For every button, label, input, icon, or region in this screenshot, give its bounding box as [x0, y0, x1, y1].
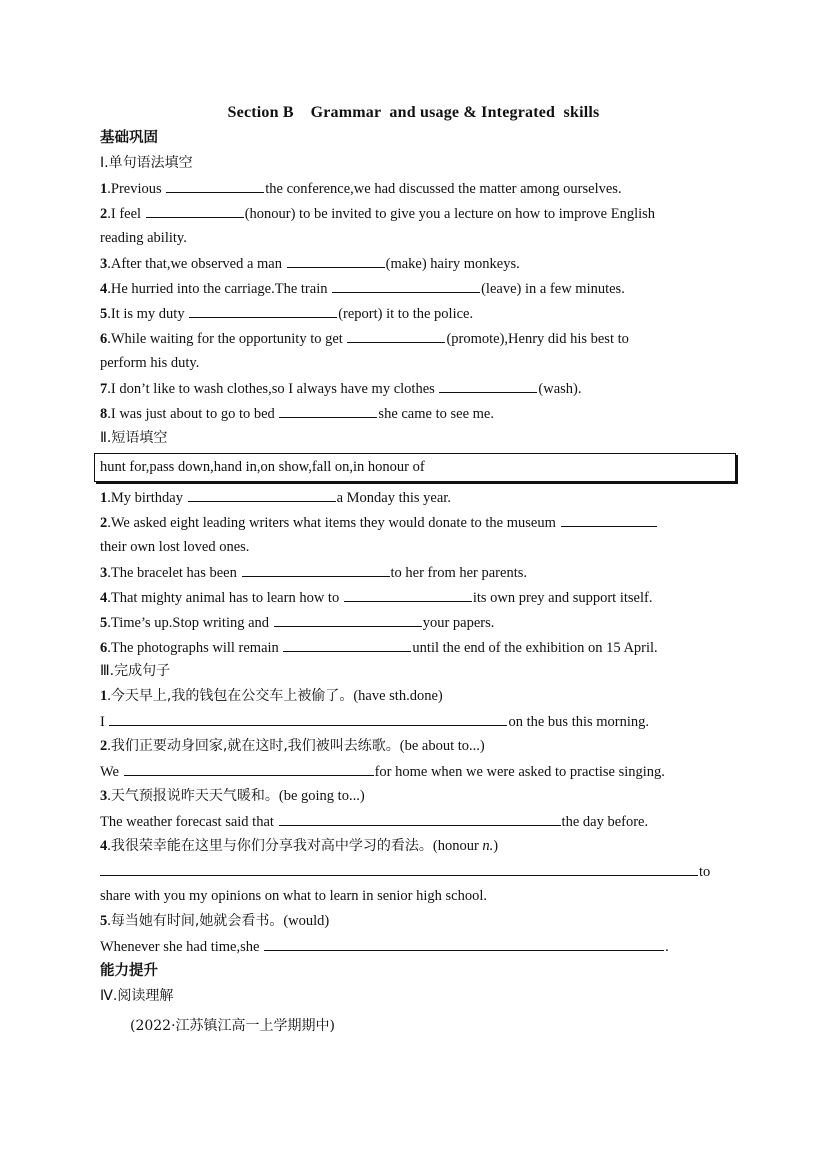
s3-q5-answer: Whenever she had time,she .: [100, 939, 669, 955]
answer-blank[interactable]: [287, 254, 385, 268]
s3-q1-answer: I on the bus this morning.: [100, 714, 650, 730]
s2-q6: 6.The photographs will remain until the end of the exhibition on 15 April.: [100, 640, 658, 656]
answer-blank[interactable]: [332, 279, 480, 293]
s2-q5: 5.Time’s up.Stop writing and your papers.: [100, 615, 495, 631]
s1-q1: 1.Previous the conference,we had discussed the matter among ourselves.: [100, 181, 622, 197]
s3-q1-prompt: 1.今天早上,我的钱包在公交车上被偷了。(have sth.done): [100, 688, 443, 704]
s1-q2-cont: reading ability.: [100, 230, 187, 246]
s1-q4: 4.He hurried into the carriage.The train (leave) in a few minutes.: [100, 281, 625, 297]
answer-blank[interactable]: [279, 812, 561, 826]
s1-q2: 2.I feel (honour) to be invited to give you a lecture on how to improve English: [100, 206, 656, 222]
s3-q2-prompt: 2.我们正要动身回家,就在这时,我们被叫去练歌。(be about to...): [100, 738, 485, 754]
answer-blank[interactable]: [109, 712, 507, 726]
section-1-title: Ⅰ.单句语法填空: [100, 155, 193, 171]
s1-q6: 6.While waiting for the opportunity to get (promote),Henry did his best to: [100, 331, 629, 347]
section-4-title: Ⅳ.阅读理解: [100, 988, 174, 1004]
s2-q2-cont: their own lost loved ones.: [100, 539, 250, 555]
s1-q7: 7.I don’t like to wash clothes,so I always have my clothes (wash).: [100, 381, 582, 397]
section-3-title: Ⅲ.完成句子: [100, 663, 171, 679]
answer-blank[interactable]: [264, 937, 664, 951]
s2-q3: 3.The bracelet has been to her from her parents.: [100, 565, 527, 581]
s1-q3: 3.After that,we observed a man (make) hairy monkeys.: [100, 256, 520, 272]
s3-q3-prompt: 3.天气预报说昨天天气暖和。(be going to...): [100, 788, 365, 804]
answer-blank[interactable]: [124, 762, 374, 776]
answer-blank[interactable]: [279, 404, 377, 418]
s3-q3-answer: The weather forecast said that the day before.: [100, 814, 649, 830]
answer-blank[interactable]: [189, 304, 337, 318]
s3-q4-prompt: 4.我很荣幸能在这里与你们分享我对高中学习的看法。(honour n.): [100, 838, 499, 854]
answer-blank[interactable]: [283, 638, 411, 652]
answer-blank[interactable]: [242, 563, 390, 577]
page-title: Section B Grammar and usage & Integrated skills: [227, 104, 600, 121]
phrase-list: hunt for,pass down,hand in,on show,fall on,in honour of: [100, 459, 425, 475]
s2-q1: 1.My birthday a Monday this year.: [100, 490, 451, 506]
answer-blank[interactable]: [274, 613, 422, 627]
part-basic-heading: 基础巩固: [100, 130, 158, 146]
s3-q2-answer: We for home when we were asked to practise singing.: [100, 764, 665, 780]
answer-blank[interactable]: [561, 513, 657, 527]
answer-blank[interactable]: [344, 588, 472, 602]
source-note: (2022·江苏镇江高一上学期期中): [130, 1018, 336, 1034]
section-2-title: Ⅱ.短语填空: [100, 430, 168, 446]
answer-blank[interactable]: [146, 204, 244, 218]
answer-blank[interactable]: [166, 179, 264, 193]
phrase-box: [94, 453, 736, 482]
answer-blank[interactable]: [439, 379, 537, 393]
s1-q6-cont: perform his duty.: [100, 355, 200, 371]
s3-q5-prompt: 5.每当她有时间,她就会看书。(would): [100, 913, 330, 929]
answer-blank[interactable]: [188, 488, 336, 502]
s3-q4-cont: share with you my opinions on what to learn in senior high school.: [100, 888, 488, 904]
answer-blank[interactable]: [347, 329, 445, 343]
part-advanced-heading: 能力提升: [100, 963, 158, 979]
s2-q4: 4.That mighty animal has to learn how to its own prey and support itself.: [100, 590, 653, 606]
s2-q2: 2.We asked eight leading writers what items they would donate to the museum: [100, 513, 658, 532]
s1-q8: 8.I was just about to go to bed she came to see me.: [100, 406, 494, 422]
s3-q4-answer: to: [100, 862, 710, 881]
s1-q5: 5.It is my duty (report) it to the police.: [100, 306, 474, 322]
answer-blank[interactable]: [100, 862, 698, 876]
